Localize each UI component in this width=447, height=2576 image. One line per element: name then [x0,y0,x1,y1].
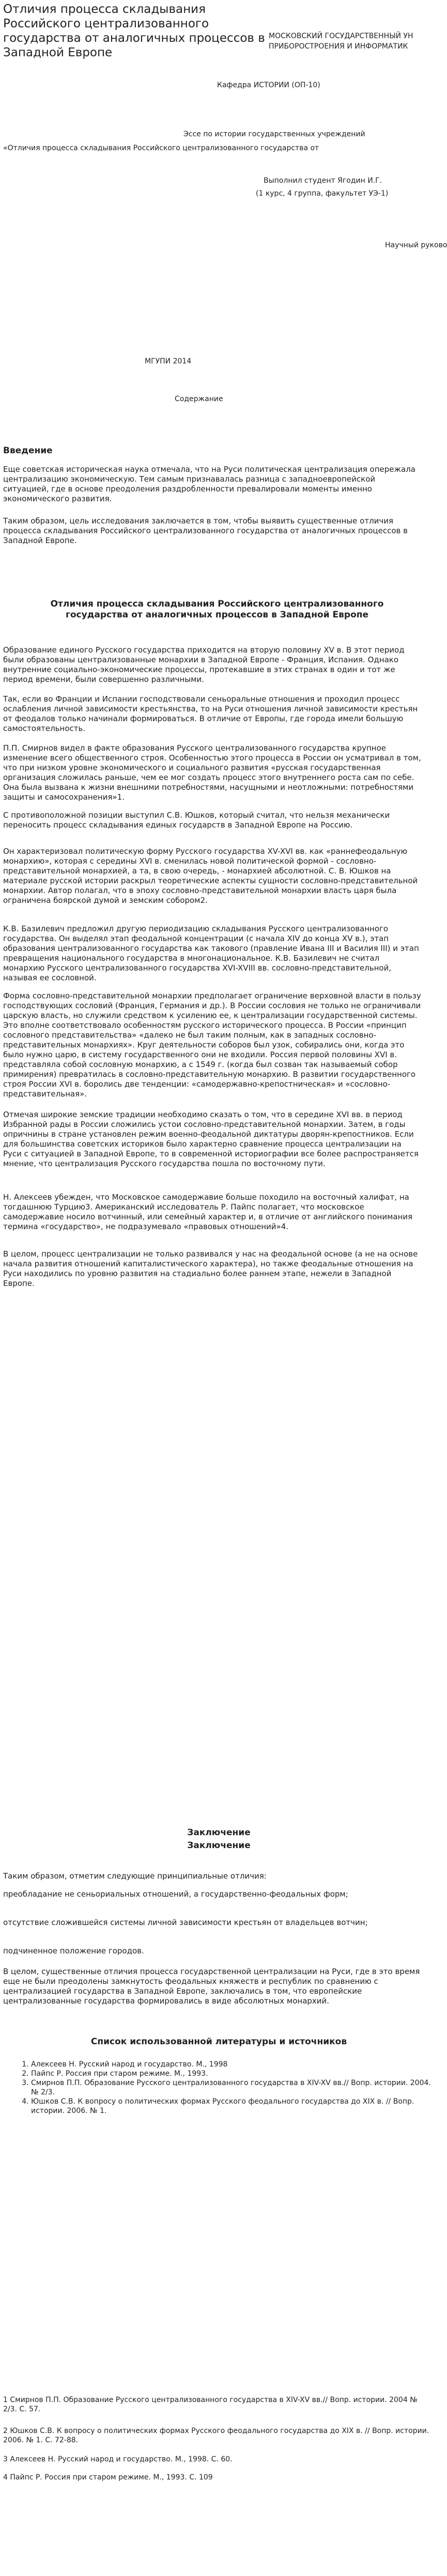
main-paragraph: П.П. Смирнов видел в факте образования Русского централизованного государства крупное изменение всего общественного строя. Особенностью этого процесса в России он усматривал в том, что при низком уровне экономического и социального развития «русская государственная организация сложилась раньше, чем ее мог создать процесс этого внутреннего роста сам по себе. Она была вызвана к жизни внешними потребностями, насущными и неотложными: потребностями защиты и самосохранения»1. [3,743,421,802]
main-paragraph: В целом, процесс централизации не только развивался у нас на феодальной основе (а не на основе начала развития отношений капиталистического характера), но также феодальные отношения на Руси находились по уровню развития на стадиально более раннем этапе, нежели в Западной Европе. [3,1249,418,1288]
conclusion-paragraph: В целом, существенные отличия процесса государственной централизации на Руси, где в это время еще не были преодолены замкнутость феодальных княжеств и республик по сравнению с централизацией государства в Западной Европе, заключались в том, что европейские централизованные государства формировались в виде абсолютных монархий. [3,1967,420,2006]
literature-heading: Список использованной литературы и источников [90,2037,347,2047]
conclusion-paragraph: отсутствие сложившейся системы личной зависимости крестьян от владельцев вотчин; [3,1918,368,1927]
conclusion-heading-repeat: Заключение [187,1840,251,1851]
main-paragraph: Форма сословно-представительной монархии предполагает ограничение верховной власти в пользу господствующих сословий (Франция, Германия и др.). В России сословия не только не ограничивали царскую власть, но служили средством к усилению ее, к централизации государственной системы. Это вполне соответствовало особенностям русского исторического процесса. В России «принцип сословного представительства» «далеко не был таким полным, как в западных сословно-представительных монархиях». Круг деятельности соборов был узок, собирались они, когда это было нужно царю, в систему государственного они не входили. Россия первой половины XVI в. представляла собой сословную монархию, а с 1549 г. (когда был созван так называемый собор примирения) превратилась в сословно-представительную монархию. В развитии государственного строя России XVI в. боролись две тенденции: «самодержавно-крепостническая» и «сословно-представительная». [3,991,421,1099]
main-paragraph: Он характеризовал политическую форму Русского государства XV-XVI вв. как «раннефеодальную монархию», которая с середины XVI в. сменилась новой политической формой - сословно-представительной монархией, а та, в свою очередь, - монархией абсолютной. С. В. Юшков на материале русской истории раскрыл теоретические аспекты сущности сословно-представительной монархии. Автор полагал, что в эпоху сословно-представительной монархии власть царя была ограничена боярской думой и земским собором2. [3,847,418,905]
literature-list [9,2060,439,2116]
university-name [269,31,438,52]
conclusion-paragraph: преобладание не сеньориальных отношений, а государственно-феодальных форм; [3,1889,348,1899]
main-paragraph: Н. Алексеев убежден, что Московское самодержавие больше походило на восточный халифат, на тогдашнюю Турцию3. Американский исследователь Р. Пайпс полагает, что московское самодержавие носило вотчинный, или семейный характер и, в отличие от английского понимания термина «государство», не подразумевало «правовых отношений»4. [3,1192,413,1231]
intro-paragraph-2: Таким образом, цель исследования заключается в том, чтобы выявить существенные отличия процесса складывания Российского централизованного государства от аналогичных процессов в Западной Европе. [3,516,408,545]
essay-topic: «Отличия процесса складывания Российского централизованного государства от [3,144,319,152]
main-heading: Отличия процесса складывания Российского централизованного государства от аналогичных процессов в Западной Европе [50,599,384,620]
essay-type: Эссе по истории государственных учреждений [183,130,365,138]
footnote-2: 2 Юшков С.В. К вопросу о политических формах Русского феодального государства до XIX в. // Вопр. истории. 2006. № 1. С. 72-88. [3,2427,429,2444]
conclusion-paragraph: Таким образом, отметим следующие принципиальные отличия: [3,1871,267,1881]
intro-heading: Введение [3,446,53,456]
student-info: Выполнил студент Ягодин И.Г. [264,177,382,185]
footnote-3: 3 Алексеев Н. Русский народ и государство. М., 1998. С. 60. [3,2455,233,2463]
conclusion-paragraph: подчиненное положение городов. [3,1946,144,1955]
university-line-1: МОСКОВСКИЙ ГОСУДАРСТВЕННЫЙ УН [269,32,413,40]
footnote-1: 1 Смирнов П.П. Образование Русского централизованного государства в XIV-XV вв.// Вопр. истории. 2004 № 2/3. С. 57. [3,2396,418,2413]
conclusion-heading: Заключение [187,1827,251,1838]
literature-item: 4. Юшков С.В. К вопросу о политических формах Русского феодального государства до XIX в. // Вопр. истории. 2006. № 1. [31,2097,439,2116]
course-info: (1 курс, 4 группа, факультет УЭ-1) [256,189,389,198]
university-line-2: ПРИБОРОСТРОЕНИЯ И ИНФОРМАТИК [269,42,408,51]
main-paragraph: Так, если во Франции и Испании господствовали сеньоральные отношения и проходил процесс ослабления личной зависимости крестьянства, то на Руси отношения личной зависимости крестьян от феодалов только начинали формироваться. В отличие от Европы, где города имели большую самостоятельность. [3,694,418,733]
main-paragraph: К.В. Базилевич предложил другую периодизацию складывания Русского централизованного государства. Он выделял этап феодальной концентрации (с начала XIV до конца XV в.), этап образования централизованного государства как такового (правление Ивана III и Василия III) и этап превращения национального государства в многонациональное. К.В. Базилевич не считал монархию Русского централизованного государства XVI-XVIII вв. сословно-представительной, называя ее сословной. [3,924,419,982]
intro-paragraph-1: Еще советская историческая наука отмечала, что на Руси политическая централизация опережала централизацию экономическую. Тем самым признавалась разница с западноевропейской ситуацией, где в основе преодоления раздробленности превалировали моменты именно экономического развития. [3,465,415,503]
main-paragraph: Отмечая широкие земские традиции необходимо сказать о том, что в середине XVI вв. в период Избранной рады в России сложились устои сословно-представительной монархии. Затем, в годы опричнины в стране установлен режим военно-феодальной диктатуры дворян-крепостников. Если для большинства советских историков было характерно сравнение процесса централизации на Руси с ситуацией в Западной Европе, то в современной историографии все более распространяется мнение, что централизация Русского государства пошла по восточному пути. [3,1110,419,1168]
document-title: Отличия процесса складывания Российского централизованного государства от аналогичных процессов в Западной Европе [3,3,265,59]
literature-item: 2. Пайпс Р. Россия при старом режиме. М., 1993. [31,2069,439,2078]
literature-item: 1. Алексеев Н. Русский народ и государство. М., 1998 [31,2060,439,2069]
contents-label: Содержание [175,395,223,403]
advisor-label: Научный руково [385,241,447,249]
main-paragraph: С противоположной позиции выступил С.В. Юшков, который считал, что нельзя механически переносить процесс складывания единых государств в Западной Европе на Россию. [3,810,390,830]
literature-item: 3. Смирнов П.П. Образование Русского централизованного государства в XIV-XV вв.// Вопр. истории. 2004. № 2/3. [31,2078,439,2097]
department-name: Кафедра ИСТОРИИ (ОП-10) [217,81,320,89]
footnote-4: 4 Пайпс Р. Россия при старом режиме. М., 1993. С. 109 [3,2473,213,2482]
main-paragraph: Образование единого Русского государства приходится на вторую половину XV в. В этот период были образованы централизованные монархии в Западной Европе - Франция, Испания. Однако внутренние социально-экономические процессы, протекавшие в этих странах в один и тот же период времени, были совершенно различными. [3,645,405,684]
city-year: МГУПИ 2014 [145,357,192,365]
